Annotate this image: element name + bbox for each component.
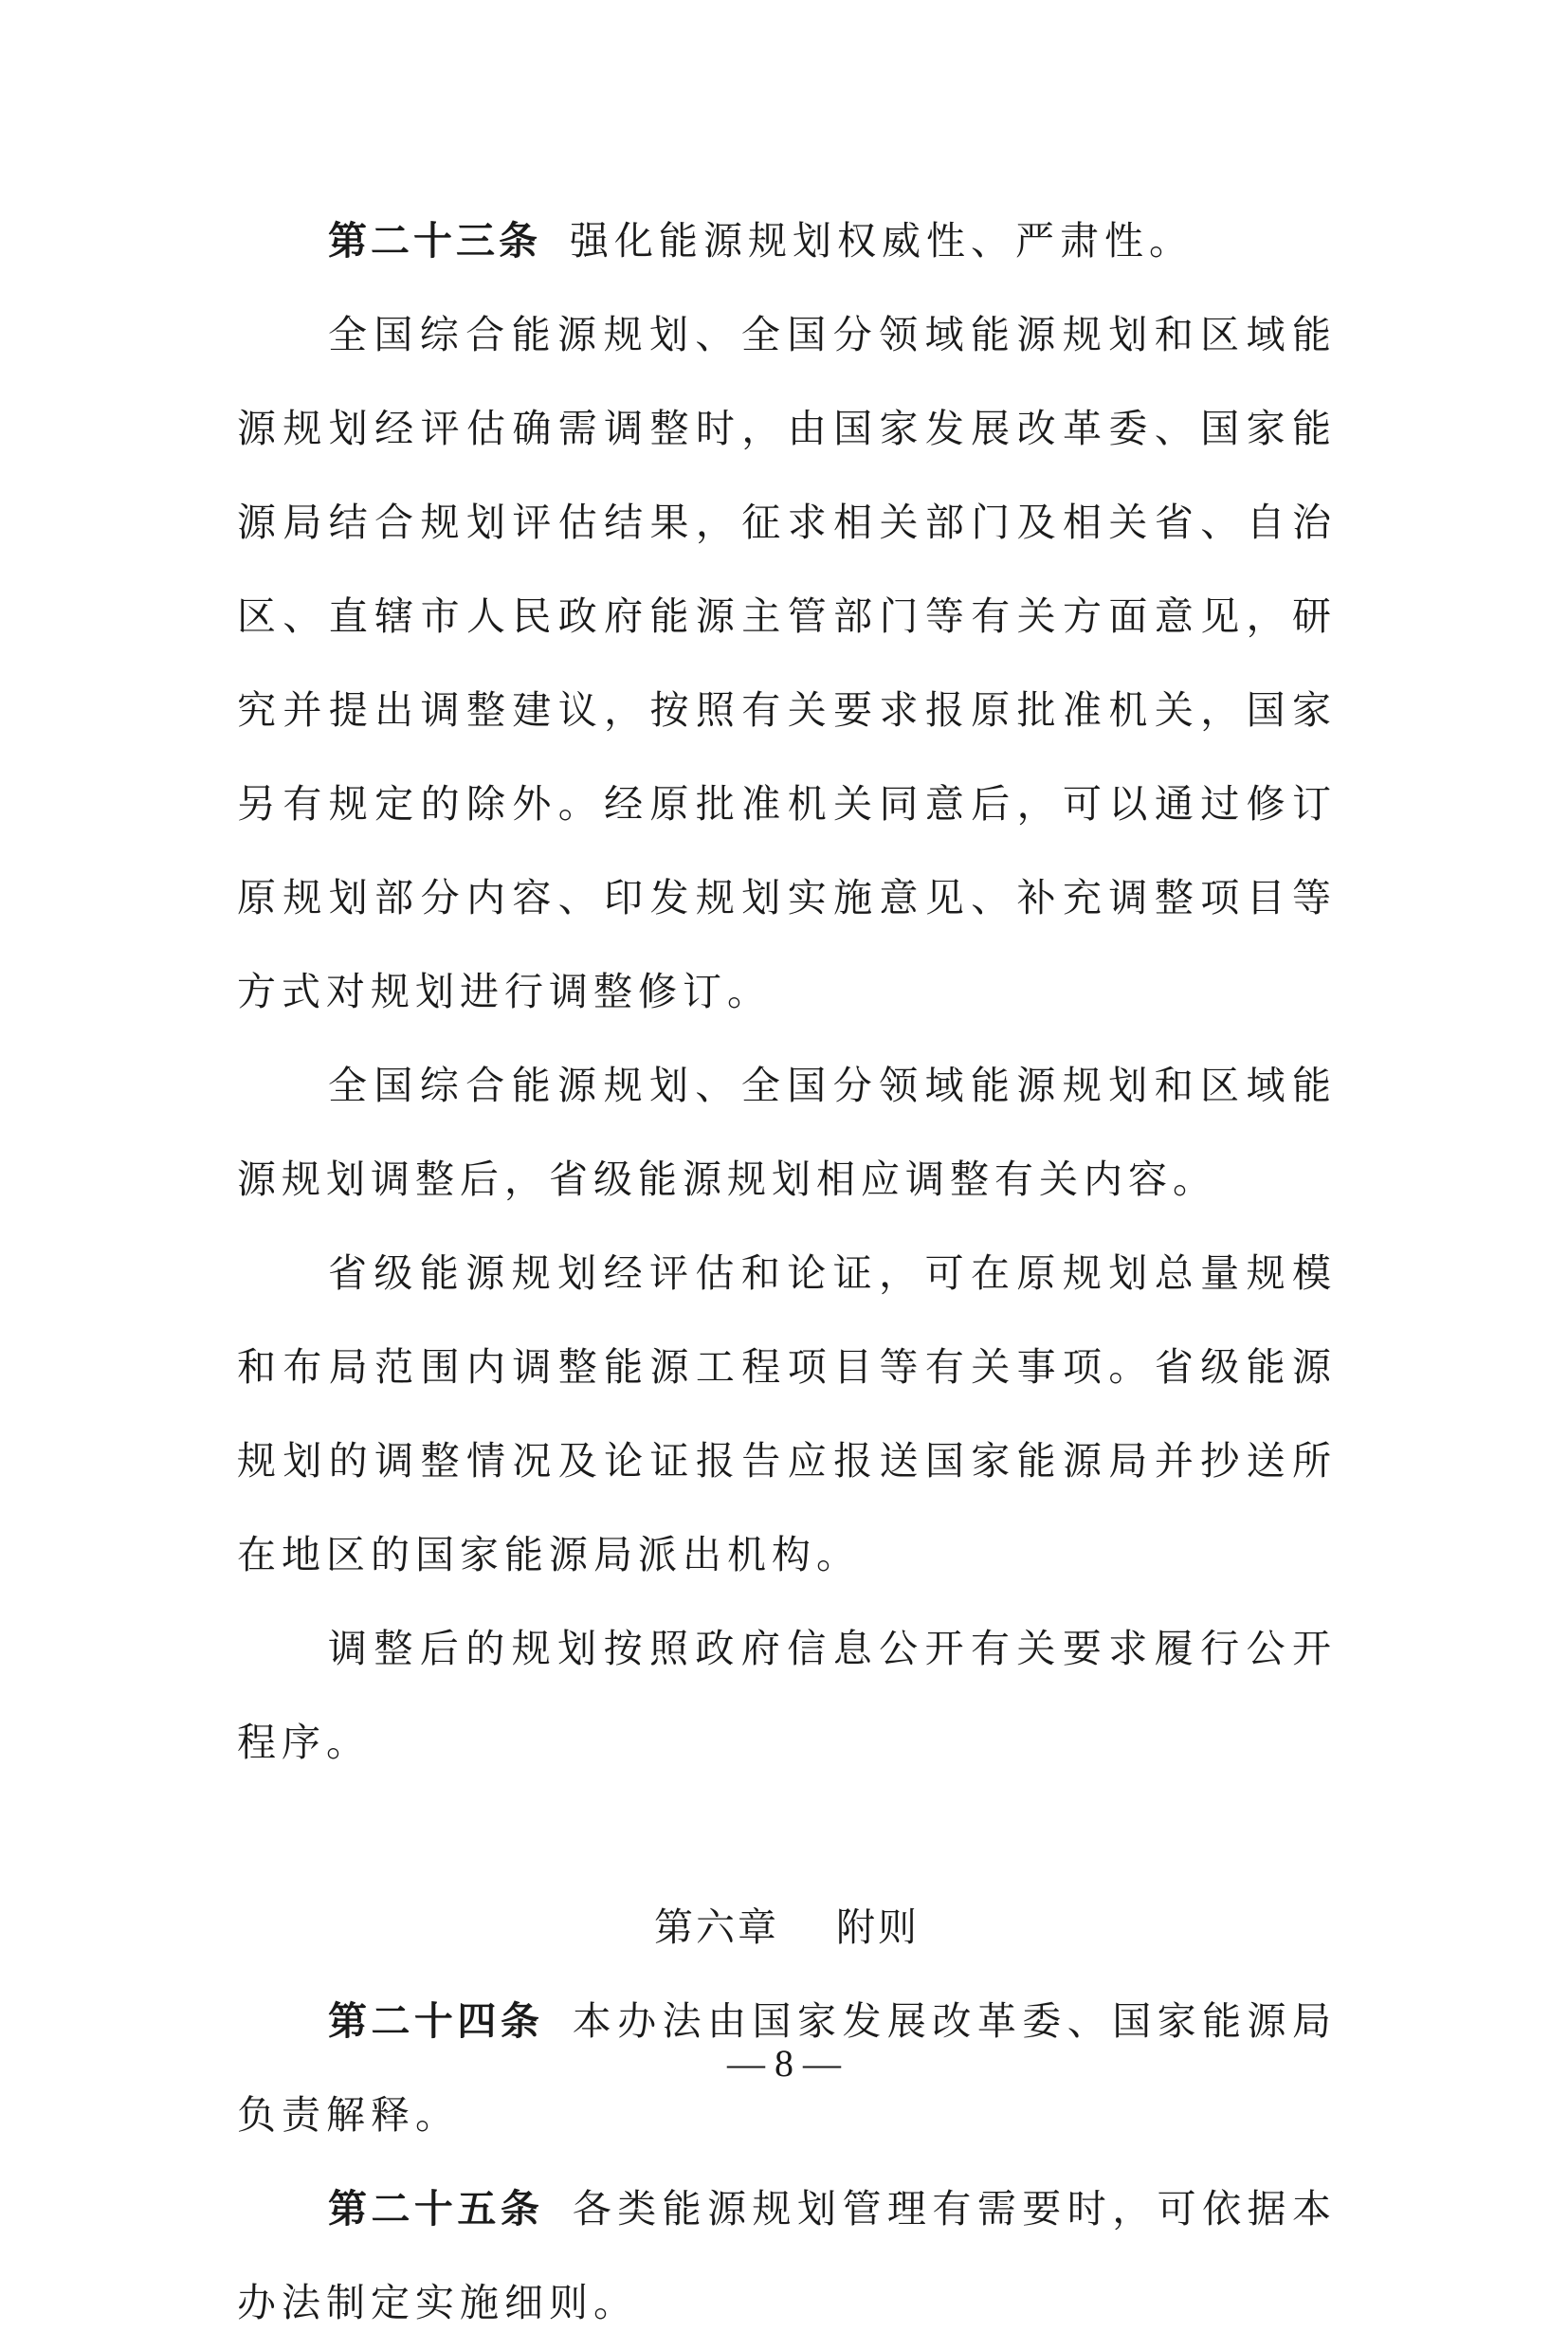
article-23-paragraph-4: 调整后的规划按照政府信息公开有关要求履行公开程序。	[237, 1626, 1337, 1765]
chapter-title: 附则	[836, 1904, 920, 1950]
article-25-text: 各类能源规划管理有需要时，可依据本办法制定实施细则。	[237, 2186, 1338, 2325]
article-23-title: 强化能源规划权威性、严肃性。	[570, 218, 1194, 264]
article-23-paragraph-1: 全国综合能源规划、全国分领域能源规划和区域能源规划经评估确需调整时，由国家发展改革委、国家能源局结合规划评估结果，征求相关部门及相关省、自治区、直辖市人民政府能源主管部门等有关方面意见，研究并提出调整建议，按照有关要求报原批准机关，国家另有规定的除外。经原批准机关同意后，可以通过修订原规划部分内容、印发规划实施意见、补充调整项目等方式对规划进行调整修订。	[237, 312, 1337, 1014]
article-24-text: 本办法由国家发展改革委、国家能源局负责解释。	[237, 1998, 1338, 2138]
article-23-paragraph-2: 全国综合能源规划、全国分领域能源规划和区域能源规划调整后，省级能源规划相应调整有关内容。	[237, 1063, 1337, 1202]
document-body	[237, 194, 1337, 2350]
chapter-number: 第六章	[654, 1904, 779, 1950]
article-24-number: 第二十四条	[328, 1998, 544, 2044]
chapter-heading	[237, 1881, 1337, 1975]
article-23-number: 第二十三条	[328, 218, 541, 264]
article-23-paragraph-3: 省级能源规划经评估和论证，可在原规划总量规模和布局范围内调整能源工程项目等有关事项。省级能源规划的调整情况及论证报告应报送国家能源局并抄送所在地区的国家能源局派出机构。	[237, 1250, 1337, 1577]
article-25	[237, 2162, 1337, 2350]
article-25-number: 第二十五条	[328, 2186, 544, 2232]
article-23-heading	[237, 194, 1337, 288]
page-number: — 8 —	[727, 2042, 841, 2085]
